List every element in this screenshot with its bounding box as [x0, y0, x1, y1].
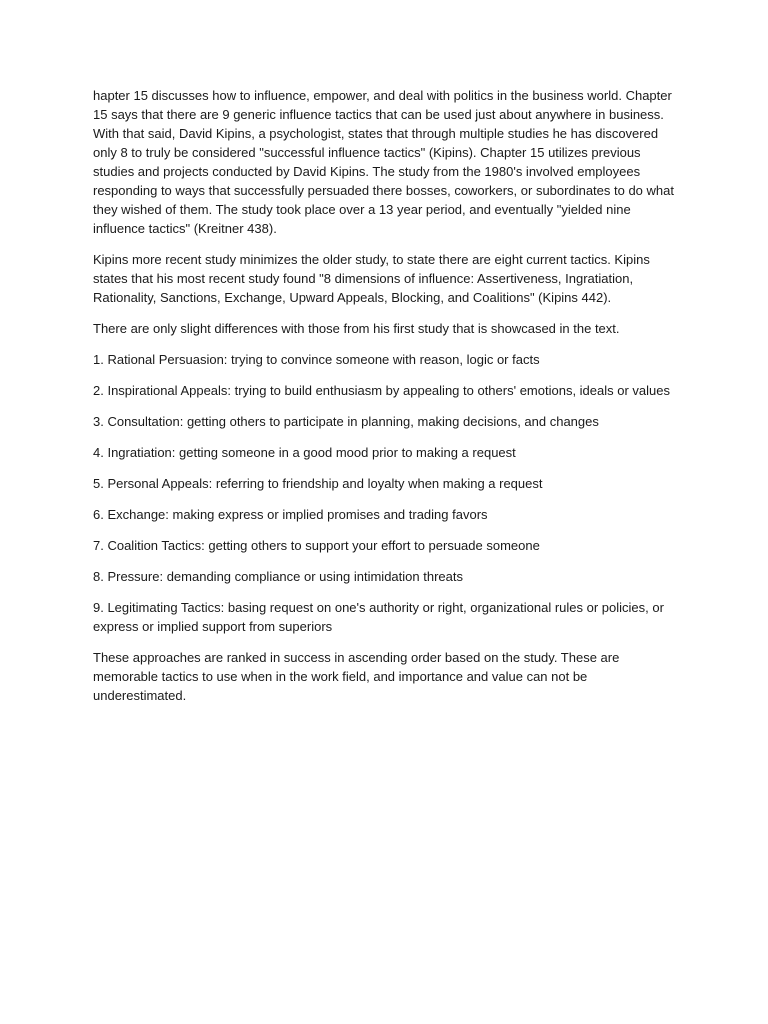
conclusion-paragraph: These approaches are ranked in success in ascending order based on the study. These are memorable tactics to use when in the work field, and importance and value can not be underestimated.	[93, 650, 620, 703]
list-item: 9. Legitimating Tactics: basing request on one's authority or right, organizational rules or policies, or express or implied support from superiors	[93, 600, 664, 634]
tactics-list	[93, 350, 683, 636]
list-item: 7. Coalition Tactics: getting others to support your effort to persuade someone	[93, 538, 540, 553]
list-item: 8. Pressure: demanding compliance or using intimidation threats	[93, 569, 463, 584]
list-item: 6. Exchange: making express or implied promises and trading favors	[93, 507, 488, 522]
differences-paragraph: There are only slight differences with those from his first study that is showcased in the text.	[93, 321, 620, 336]
intro-paragraph: hapter 15 discusses how to influence, empower, and deal with politics in the business world. Chapter 15 says that there are 9 generic influence tactics that can be used just about anywhere in business. With that said, David Kipins, a psychologist, states that through multiple studies he has discovered only 8 to truly be considered "successful influence tactics" (Kipins). Chapter 15 utilizes previous studies and projects conducted by David Kipins. The study from the 1980's involved employees responding to ways that successfully persuaded there bosses, coworkers, or subordinates to do what they wished of them. The study took place over a 13 year period, and eventually "yielded nine influence tactics" (Kreitner 438).	[93, 88, 674, 236]
list-item: 3. Consultation: getting others to participate in planning, making decisions, and changes	[93, 414, 599, 429]
list-item: 1. Rational Persuasion: trying to convince someone with reason, logic or facts	[93, 352, 540, 367]
list-item: 2. Inspirational Appeals: trying to build enthusiasm by appealing to others' emotions, ideals or values	[93, 383, 670, 398]
list-item: 4. Ingratiation: getting someone in a good mood prior to making a request	[93, 445, 516, 460]
list-item: 5. Personal Appeals: referring to friendship and loyalty when making a request	[93, 476, 543, 491]
document-page	[93, 86, 683, 717]
recent-study-paragraph: Kipins more recent study minimizes the older study, to state there are eight current tactics. Kipins states that his most recent study found "8 dimensions of influence: Assertiveness, Ingratiation, Rationality, Sanctions, Exchange, Upward Appeals, Blocking, and Coalitions" (Kipins 442).	[93, 252, 650, 305]
